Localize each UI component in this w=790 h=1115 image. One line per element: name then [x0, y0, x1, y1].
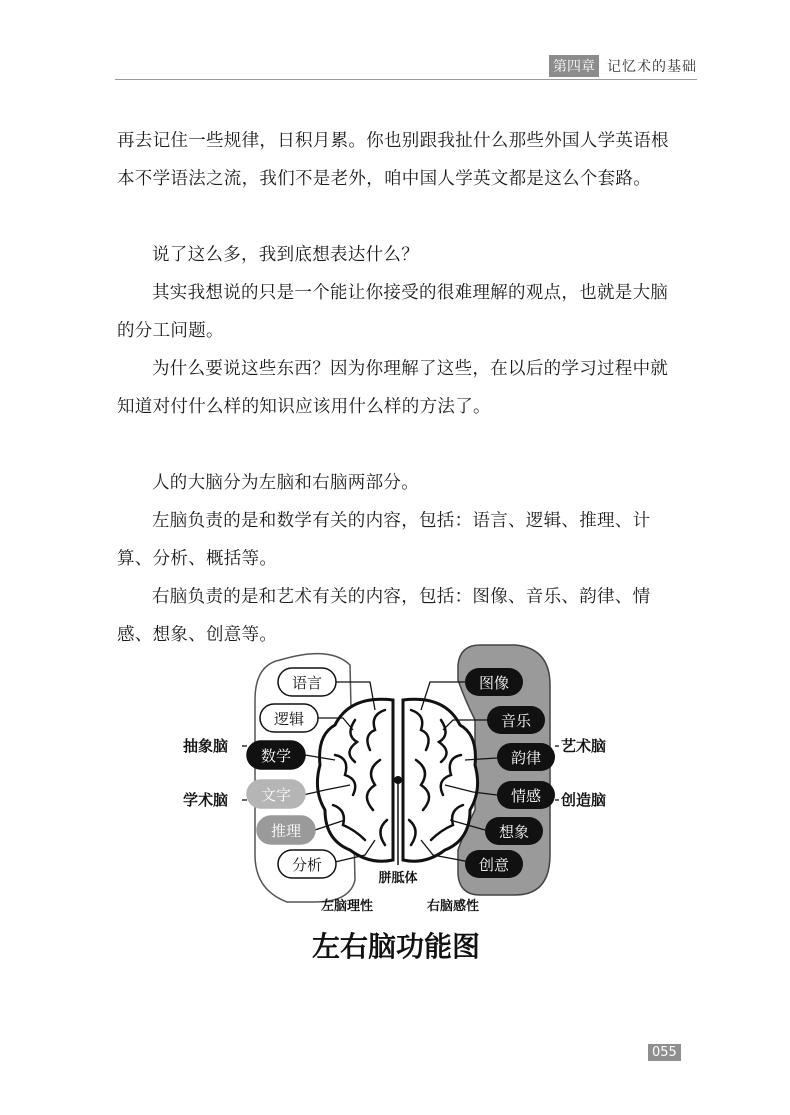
- running-header: [115, 55, 697, 80]
- right-function-label: 音乐: [500, 712, 532, 730]
- outer-label-abstract: 抽象脑: [183, 737, 229, 755]
- left-function-5: [278, 850, 336, 878]
- left-function-4: [257, 816, 315, 844]
- header-content: [549, 55, 697, 77]
- right-function-3: [497, 781, 555, 809]
- right-function-0: [465, 668, 523, 696]
- chapter-title: 记忆术的基础: [607, 59, 697, 75]
- right-function-label: 想象: [498, 823, 530, 841]
- left-function-label: 文字: [260, 786, 292, 804]
- right-function-4: [485, 817, 543, 845]
- paragraph: 再去记住一些规律，日积月累。你也别跟我扯什么那些外国人学英语根本不学语法之流，我们不是老外，咱中国人学英文都是这么个套路。: [117, 131, 669, 189]
- left-function-1: [260, 704, 318, 732]
- outer-label-academic: 学术脑: [183, 791, 229, 809]
- paragraph: 为什么要说这些东西？因为你理解了这些，在以后的学习过程中就知道对付什么样的知识应该用什么样的方法了。: [117, 359, 669, 417]
- brain-diagram: [175, 640, 625, 970]
- right-function-label: 情感: [510, 787, 542, 805]
- right-brain-emotional-label: 右脑感性: [426, 899, 480, 914]
- brain-icon: [317, 699, 477, 865]
- figure-caption: 左右脑功能图: [311, 930, 481, 963]
- outer-label-art: 艺术脑: [561, 737, 607, 755]
- left-function-0: [278, 668, 336, 696]
- paragraph: 说了这么多，我到底想表达什么？: [152, 245, 419, 265]
- left-function-2: [247, 741, 305, 769]
- left-function-label: 数学: [260, 747, 292, 765]
- left-function-3: [247, 780, 305, 808]
- right-function-5: [465, 850, 523, 878]
- right-function-1: [487, 706, 545, 734]
- paragraph: 右脑负责的是和艺术有关的内容，包括：图像、音乐、韵律、情感、想象、创意等。: [117, 587, 651, 645]
- left-function-label: 推理: [270, 822, 302, 840]
- paragraph: 左脑负责的是和数学有关的内容，包括：语言、逻辑、推理、计算、分析、概括等。: [117, 511, 651, 569]
- paragraph: 人的大脑分为左脑和右脑两部分。: [152, 473, 419, 493]
- left-function-label: 逻辑: [273, 710, 305, 728]
- left-brain-rational-label: 左脑理性: [320, 899, 374, 914]
- text-block-top: [117, 122, 684, 654]
- right-function-2: [497, 743, 555, 771]
- brain-function-figure: [175, 640, 625, 970]
- right-function-label: 图像: [478, 674, 510, 692]
- left-function-label: 语言: [291, 674, 323, 692]
- right-function-label: 创意: [478, 856, 510, 874]
- page-number: 055: [648, 1044, 681, 1061]
- chapter-badge: 第四章: [549, 55, 599, 77]
- corpus-callosum-label: 胼胝体: [378, 871, 418, 886]
- paragraph: 其实我想说的只是一个能让你接受的很难理解的观点，也就是大脑的分工问题。: [117, 283, 669, 341]
- right-function-label: 韵律: [510, 749, 542, 767]
- left-function-label: 分析: [291, 856, 323, 874]
- outer-label-creative: 创造脑: [561, 791, 607, 809]
